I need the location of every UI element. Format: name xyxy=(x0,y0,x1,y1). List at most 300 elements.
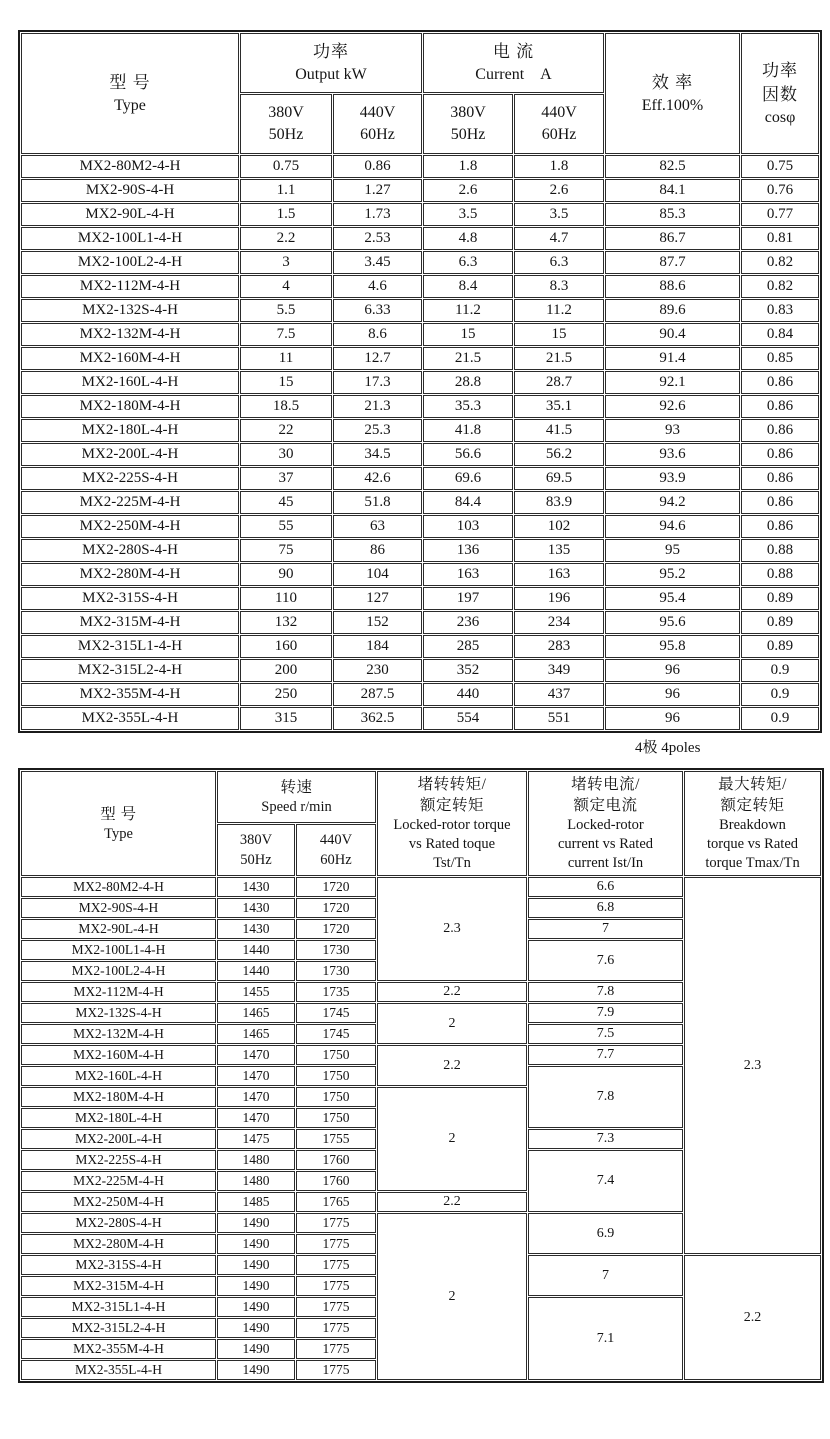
value-cell: 0.82 xyxy=(741,275,819,298)
tst-tn-cell: 2 xyxy=(377,1003,527,1044)
model-cell: MX2-90S-4-H xyxy=(21,898,216,918)
value-cell: 160 xyxy=(240,635,332,658)
value-cell: 3.5 xyxy=(514,203,604,226)
speed-cell: 1750 xyxy=(296,1045,376,1065)
value-cell: 283 xyxy=(514,635,604,658)
value-cell: 93.9 xyxy=(605,467,740,490)
value-cell: 92.1 xyxy=(605,371,740,394)
poles-footnote: 4极 4poles xyxy=(635,740,701,756)
value-cell: 135 xyxy=(514,539,604,562)
value-cell: 88.6 xyxy=(605,275,740,298)
value-cell: 0.81 xyxy=(741,227,819,250)
value-cell: 362.5 xyxy=(333,707,422,730)
value-cell: 0.76 xyxy=(741,179,819,202)
model-cell: MX2-100L1-4-H xyxy=(21,227,239,250)
value-cell: 28.7 xyxy=(514,371,604,394)
ist-in-cell: 6.9 xyxy=(528,1213,683,1254)
spec-row xyxy=(21,443,819,466)
value-cell: 41.8 xyxy=(423,419,513,442)
model-cell: MX2-132M-4-H xyxy=(21,1024,216,1044)
speed-cell: 1440 xyxy=(217,961,295,981)
speed-cell: 1775 xyxy=(296,1360,376,1380)
speed-cell: 1490 xyxy=(217,1360,295,1380)
speed-cell: 1775 xyxy=(296,1255,376,1275)
value-cell: 230 xyxy=(333,659,422,682)
header2-type xyxy=(21,771,216,876)
spec-row xyxy=(21,683,819,706)
speed-cell: 1775 xyxy=(296,1234,376,1254)
speed-torque-table-header xyxy=(21,771,821,876)
value-cell: 69.6 xyxy=(423,467,513,490)
value-cell: 96 xyxy=(605,659,740,682)
value-cell: 2.6 xyxy=(423,179,513,202)
speed-cell: 1465 xyxy=(217,1003,295,1023)
model-cell: MX2-225M-4-H xyxy=(21,491,239,514)
value-cell: 87.7 xyxy=(605,251,740,274)
speed-cell: 1745 xyxy=(296,1024,376,1044)
value-cell: 4.8 xyxy=(423,227,513,250)
value-cell: 90.4 xyxy=(605,323,740,346)
value-cell: 96 xyxy=(605,707,740,730)
spec-row xyxy=(21,635,819,658)
model-cell: MX2-315L1-4-H xyxy=(21,635,239,658)
speed-cell: 1470 xyxy=(217,1087,295,1107)
value-cell: 95 xyxy=(605,539,740,562)
speed-cell: 1775 xyxy=(296,1339,376,1359)
ist-in-cell: 6.8 xyxy=(528,898,683,918)
value-cell: 132 xyxy=(240,611,332,634)
spec-row xyxy=(21,515,819,538)
header2-type-zh: 型 号 xyxy=(100,805,137,823)
value-cell: 3 xyxy=(240,251,332,274)
model-cell: MX2-80M2-4-H xyxy=(21,155,239,178)
speed-cell: 1475 xyxy=(217,1129,295,1149)
header-current-zh: 电 流 xyxy=(492,42,535,61)
header-type-en: Type xyxy=(114,96,146,114)
header-efficiency-en: Eff.100% xyxy=(641,96,704,114)
value-cell: 35.1 xyxy=(514,395,604,418)
model-cell: MX2-160L-4-H xyxy=(21,1066,216,1086)
value-cell: 37 xyxy=(240,467,332,490)
value-cell: 0.89 xyxy=(741,587,819,610)
value-cell: 45 xyxy=(240,491,332,514)
model-cell: MX2-225S-4-H xyxy=(21,467,239,490)
spec-row xyxy=(21,299,819,322)
value-cell: 250 xyxy=(240,683,332,706)
model-cell: MX2-250M-4-H xyxy=(21,1192,216,1212)
value-cell: 200 xyxy=(240,659,332,682)
speed-cell: 1430 xyxy=(217,898,295,918)
speed-cell: 1745 xyxy=(296,1003,376,1023)
value-cell: 0.9 xyxy=(741,707,819,730)
tmax-tn-cell: 2.3 xyxy=(684,877,821,1254)
spec-row xyxy=(21,275,819,298)
model-cell: MX2-315L2-4-H xyxy=(21,1318,216,1338)
tst-tn-cell: 2.3 xyxy=(377,877,527,981)
spec-row xyxy=(21,227,819,250)
value-cell: 1.8 xyxy=(423,155,513,178)
speed-cell: 1750 xyxy=(296,1087,376,1107)
model-cell: MX2-315L1-4-H xyxy=(21,1297,216,1317)
header2-locked-rotor-current: 堵转电流/ 额定电流 Locked-rotor current vs Rated current Ist/In xyxy=(528,771,683,876)
model-cell: MX2-280S-4-H xyxy=(21,539,239,562)
speed-cell: 1750 xyxy=(296,1108,376,1128)
value-cell: 127 xyxy=(333,587,422,610)
ist-in-cell: 7.4 xyxy=(528,1150,683,1212)
value-cell: 75 xyxy=(240,539,332,562)
value-cell: 17.3 xyxy=(333,371,422,394)
speed-cell: 1470 xyxy=(217,1108,295,1128)
value-cell: 91.4 xyxy=(605,347,740,370)
value-cell: 4.6 xyxy=(333,275,422,298)
power-current-table-body xyxy=(21,155,819,730)
value-cell: 6.33 xyxy=(333,299,422,322)
header-type xyxy=(21,33,239,154)
value-cell: 42.6 xyxy=(333,467,422,490)
value-cell: 163 xyxy=(514,563,604,586)
value-cell: 83.9 xyxy=(514,491,604,514)
speed-cell: 1430 xyxy=(217,877,295,897)
value-cell: 92.6 xyxy=(605,395,740,418)
value-cell: 285 xyxy=(423,635,513,658)
ist-in-cell: 7.5 xyxy=(528,1024,683,1044)
speed-cell: 1490 xyxy=(217,1234,295,1254)
value-cell: 51.8 xyxy=(333,491,422,514)
value-cell: 2.2 xyxy=(240,227,332,250)
value-cell: 41.5 xyxy=(514,419,604,442)
ist-in-cell: 6.6 xyxy=(528,877,683,897)
model-cell: MX2-225M-4-H xyxy=(21,1171,216,1191)
header2-locked-rotor-torque: 堵转转矩/ 额定转矩 Locked-rotor torque vs Rated toque Tst/Tn xyxy=(377,771,527,876)
value-cell: 104 xyxy=(333,563,422,586)
value-cell: 90 xyxy=(240,563,332,586)
value-cell: 7.5 xyxy=(240,323,332,346)
value-cell: 21.5 xyxy=(514,347,604,370)
model-cell: MX2-160L-4-H xyxy=(21,371,239,394)
value-cell: 84.4 xyxy=(423,491,513,514)
header-output-440v: 440V 60Hz xyxy=(333,94,422,154)
tst-tn-cell: 2.2 xyxy=(377,1192,527,1212)
value-cell: 96 xyxy=(605,683,740,706)
spec-row xyxy=(21,155,819,178)
model-cell: MX2-112M-4-H xyxy=(21,275,239,298)
tst-tn-cell: 2.2 xyxy=(377,982,527,1002)
value-cell: 0.89 xyxy=(741,635,819,658)
model-cell: MX2-180L-4-H xyxy=(21,1108,216,1128)
value-cell: 28.8 xyxy=(423,371,513,394)
value-cell: 0.9 xyxy=(741,659,819,682)
speed-cell: 1465 xyxy=(217,1024,295,1044)
value-cell: 287.5 xyxy=(333,683,422,706)
value-cell: 554 xyxy=(423,707,513,730)
value-cell: 184 xyxy=(333,635,422,658)
model-cell: MX2-90L-4-H xyxy=(21,919,216,939)
value-cell: 1.1 xyxy=(240,179,332,202)
ist-in-cell: 7.8 xyxy=(528,1066,683,1128)
value-cell: 0.75 xyxy=(240,155,332,178)
model-cell: MX2-280M-4-H xyxy=(21,563,239,586)
value-cell: 69.5 xyxy=(514,467,604,490)
value-cell: 0.88 xyxy=(741,563,819,586)
model-cell: MX2-315S-4-H xyxy=(21,587,239,610)
header-output-en: Output kW xyxy=(295,66,367,83)
value-cell: 0.75 xyxy=(741,155,819,178)
value-cell: 12.7 xyxy=(333,347,422,370)
header2-speed-380v: 380V 50Hz xyxy=(217,824,295,876)
header-pf-en: cosφ xyxy=(764,108,796,126)
value-cell: 0.86 xyxy=(741,419,819,442)
value-cell: 2.6 xyxy=(514,179,604,202)
value-cell: 0.86 xyxy=(741,371,819,394)
speed-cell: 1485 xyxy=(217,1192,295,1212)
speed-cell: 1760 xyxy=(296,1150,376,1170)
speed-cell: 1775 xyxy=(296,1213,376,1233)
speed-cell: 1735 xyxy=(296,982,376,1002)
tst-tn-cell: 2 xyxy=(377,1213,527,1380)
header-output-zh: 功率 xyxy=(313,42,349,61)
value-cell: 8.6 xyxy=(333,323,422,346)
value-cell: 93 xyxy=(605,419,740,442)
value-cell: 2.53 xyxy=(333,227,422,250)
spec-row xyxy=(21,203,819,226)
value-cell: 55 xyxy=(240,515,332,538)
model-cell: MX2-355M-4-H xyxy=(21,683,239,706)
value-cell: 94.6 xyxy=(605,515,740,538)
header-current-en: Current A xyxy=(475,66,552,83)
value-cell: 1.27 xyxy=(333,179,422,202)
value-cell: 437 xyxy=(514,683,604,706)
value-cell: 551 xyxy=(514,707,604,730)
value-cell: 110 xyxy=(240,587,332,610)
spec-row xyxy=(21,491,819,514)
value-cell: 315 xyxy=(240,707,332,730)
ist-in-cell: 7 xyxy=(528,919,683,939)
speed-cell: 1775 xyxy=(296,1318,376,1338)
header2-speed-en: Speed r/min xyxy=(261,799,332,815)
value-cell: 0.9 xyxy=(741,683,819,706)
value-cell: 4.7 xyxy=(514,227,604,250)
value-cell: 6.3 xyxy=(514,251,604,274)
power-current-table xyxy=(18,30,822,733)
value-cell: 82.5 xyxy=(605,155,740,178)
model-cell: MX2-100L2-4-H xyxy=(21,251,239,274)
header-type-zh: 型 号 xyxy=(109,72,151,92)
ist-in-cell: 7.8 xyxy=(528,982,683,1002)
value-cell: 21.3 xyxy=(333,395,422,418)
value-cell: 35.3 xyxy=(423,395,513,418)
value-cell: 15 xyxy=(514,323,604,346)
spec-row xyxy=(21,659,819,682)
model-cell: MX2-315L2-4-H xyxy=(21,659,239,682)
model-cell: MX2-355M-4-H xyxy=(21,1339,216,1359)
value-cell: 0.86 xyxy=(333,155,422,178)
model-cell: MX2-180M-4-H xyxy=(21,395,239,418)
model-cell: MX2-100L1-4-H xyxy=(21,940,216,960)
header-efficiency-zh: 效 率 xyxy=(651,72,694,92)
speed-cell: 1490 xyxy=(217,1255,295,1275)
speed-cell: 1750 xyxy=(296,1066,376,1086)
value-cell: 86 xyxy=(333,539,422,562)
value-cell: 3.5 xyxy=(423,203,513,226)
header-power-factor xyxy=(741,33,819,154)
spec-row xyxy=(21,611,819,634)
value-cell: 8.3 xyxy=(514,275,604,298)
model-cell: MX2-200L-4-H xyxy=(21,1129,216,1149)
model-cell: MX2-80M2-4-H xyxy=(21,877,216,897)
ist-in-cell: 7 xyxy=(528,1255,683,1296)
model-cell: MX2-280S-4-H xyxy=(21,1213,216,1233)
model-cell: MX2-280M-4-H xyxy=(21,1234,216,1254)
tst-tn-cell: 2.2 xyxy=(377,1045,527,1086)
header2-speed-440v: 440V 60Hz xyxy=(296,824,376,876)
model-cell: MX2-160M-4-H xyxy=(21,1045,216,1065)
spec-row xyxy=(21,395,819,418)
value-cell: 95.8 xyxy=(605,635,740,658)
value-cell: 197 xyxy=(423,587,513,610)
model-cell: MX2-160M-4-H xyxy=(21,347,239,370)
speed-cell: 1720 xyxy=(296,877,376,897)
spec-row xyxy=(21,251,819,274)
value-cell: 0.85 xyxy=(741,347,819,370)
value-cell: 0.86 xyxy=(741,395,819,418)
speed-cell: 1480 xyxy=(217,1171,295,1191)
value-cell: 85.3 xyxy=(605,203,740,226)
value-cell: 86.7 xyxy=(605,227,740,250)
header-current-440v: 440V 60Hz xyxy=(514,94,604,154)
spec-row xyxy=(21,323,819,346)
value-cell: 84.1 xyxy=(605,179,740,202)
speed-cell: 1730 xyxy=(296,961,376,981)
speed-cell: 1430 xyxy=(217,919,295,939)
speed-cell: 1490 xyxy=(217,1339,295,1359)
speed-cell: 1470 xyxy=(217,1066,295,1086)
model-cell: MX2-132M-4-H xyxy=(21,323,239,346)
speed-cell: 1775 xyxy=(296,1297,376,1317)
model-cell: MX2-200L-4-H xyxy=(21,443,239,466)
model-cell: MX2-250M-4-H xyxy=(21,515,239,538)
speed-cell: 1490 xyxy=(217,1297,295,1317)
speed-cell: 1470 xyxy=(217,1045,295,1065)
spec-row xyxy=(21,419,819,442)
model-cell: MX2-132S-4-H xyxy=(21,299,239,322)
spec-row xyxy=(21,707,819,730)
value-cell: 1.73 xyxy=(333,203,422,226)
header2-type-en: Type xyxy=(104,825,133,842)
speed-cell: 1490 xyxy=(217,1318,295,1338)
value-cell: 15 xyxy=(423,323,513,346)
model-cell: MX2-132S-4-H xyxy=(21,1003,216,1023)
value-cell: 102 xyxy=(514,515,604,538)
value-cell: 25.3 xyxy=(333,419,422,442)
spec-row xyxy=(21,179,819,202)
value-cell: 5.5 xyxy=(240,299,332,322)
ist-in-cell: 7.3 xyxy=(528,1129,683,1149)
value-cell: 0.86 xyxy=(741,443,819,466)
spec-row xyxy=(21,587,819,610)
value-cell: 352 xyxy=(423,659,513,682)
value-cell: 11.2 xyxy=(423,299,513,322)
value-cell: 94.2 xyxy=(605,491,740,514)
header-current-a xyxy=(423,33,604,93)
value-cell: 152 xyxy=(333,611,422,634)
value-cell: 136 xyxy=(423,539,513,562)
speed-cell: 1775 xyxy=(296,1276,376,1296)
spec-row xyxy=(21,563,819,586)
model-cell: MX2-355L-4-H xyxy=(21,1360,216,1380)
value-cell: 56.6 xyxy=(423,443,513,466)
value-cell: 0.83 xyxy=(741,299,819,322)
spec-row xyxy=(21,371,819,394)
value-cell: 8.4 xyxy=(423,275,513,298)
speed-torque-table xyxy=(18,768,824,1383)
value-cell: 18.5 xyxy=(240,395,332,418)
speed-cell: 1480 xyxy=(217,1150,295,1170)
ist-in-cell: 7.6 xyxy=(528,940,683,981)
value-cell: 4 xyxy=(240,275,332,298)
value-cell: 22 xyxy=(240,419,332,442)
model-cell: MX2-90S-4-H xyxy=(21,179,239,202)
header2-breakdown-torque: 最大转矩/ 额定转矩 Breakdown torque vs Rated torque Tmax/Tn xyxy=(684,771,821,876)
value-cell: 56.2 xyxy=(514,443,604,466)
model-cell: MX2-355L-4-H xyxy=(21,707,239,730)
value-cell: 0.89 xyxy=(741,611,819,634)
speed-cell: 1490 xyxy=(217,1213,295,1233)
speed-cell: 1490 xyxy=(217,1276,295,1296)
header-pf-zh-line2: 因数 xyxy=(762,84,799,104)
value-cell: 0.82 xyxy=(741,251,819,274)
value-cell: 11 xyxy=(240,347,332,370)
header-output-kw xyxy=(240,33,422,93)
header-pf-zh-line1: 功率 xyxy=(762,60,799,80)
value-cell: 236 xyxy=(423,611,513,634)
speed-cell: 1440 xyxy=(217,940,295,960)
speed-cell: 1760 xyxy=(296,1171,376,1191)
spec-row xyxy=(21,467,819,490)
speed-cell: 1455 xyxy=(217,982,295,1002)
ist-in-cell: 7.1 xyxy=(528,1297,683,1380)
value-cell: 3.45 xyxy=(333,251,422,274)
model-cell: MX2-180M-4-H xyxy=(21,1087,216,1107)
value-cell: 103 xyxy=(423,515,513,538)
speed-cell: 1720 xyxy=(296,898,376,918)
tmax-tn-cell: 2.2 xyxy=(684,1255,821,1380)
speed-torque-table-body xyxy=(21,877,821,1380)
value-cell: 0.84 xyxy=(741,323,819,346)
value-cell: 95.6 xyxy=(605,611,740,634)
value-cell: 196 xyxy=(514,587,604,610)
value-cell: 34.5 xyxy=(333,443,422,466)
power-current-table-header xyxy=(21,33,819,154)
value-cell: 0.86 xyxy=(741,515,819,538)
ist-in-cell: 7.9 xyxy=(528,1003,683,1023)
spec-row xyxy=(21,347,819,370)
value-cell: 95.4 xyxy=(605,587,740,610)
model-cell: MX2-315S-4-H xyxy=(21,1255,216,1275)
value-cell: 234 xyxy=(514,611,604,634)
model-cell: MX2-315M-4-H xyxy=(21,611,239,634)
value-cell: 0.77 xyxy=(741,203,819,226)
value-cell: 0.88 xyxy=(741,539,819,562)
model-cell: MX2-112M-4-H xyxy=(21,982,216,1002)
value-cell: 21.5 xyxy=(423,347,513,370)
model-cell: MX2-225S-4-H xyxy=(21,1150,216,1170)
spec-row xyxy=(21,877,821,897)
speed-cell: 1765 xyxy=(296,1192,376,1212)
value-cell: 163 xyxy=(423,563,513,586)
value-cell: 63 xyxy=(333,515,422,538)
model-cell: MX2-90L-4-H xyxy=(21,203,239,226)
tst-tn-cell: 2 xyxy=(377,1087,527,1191)
